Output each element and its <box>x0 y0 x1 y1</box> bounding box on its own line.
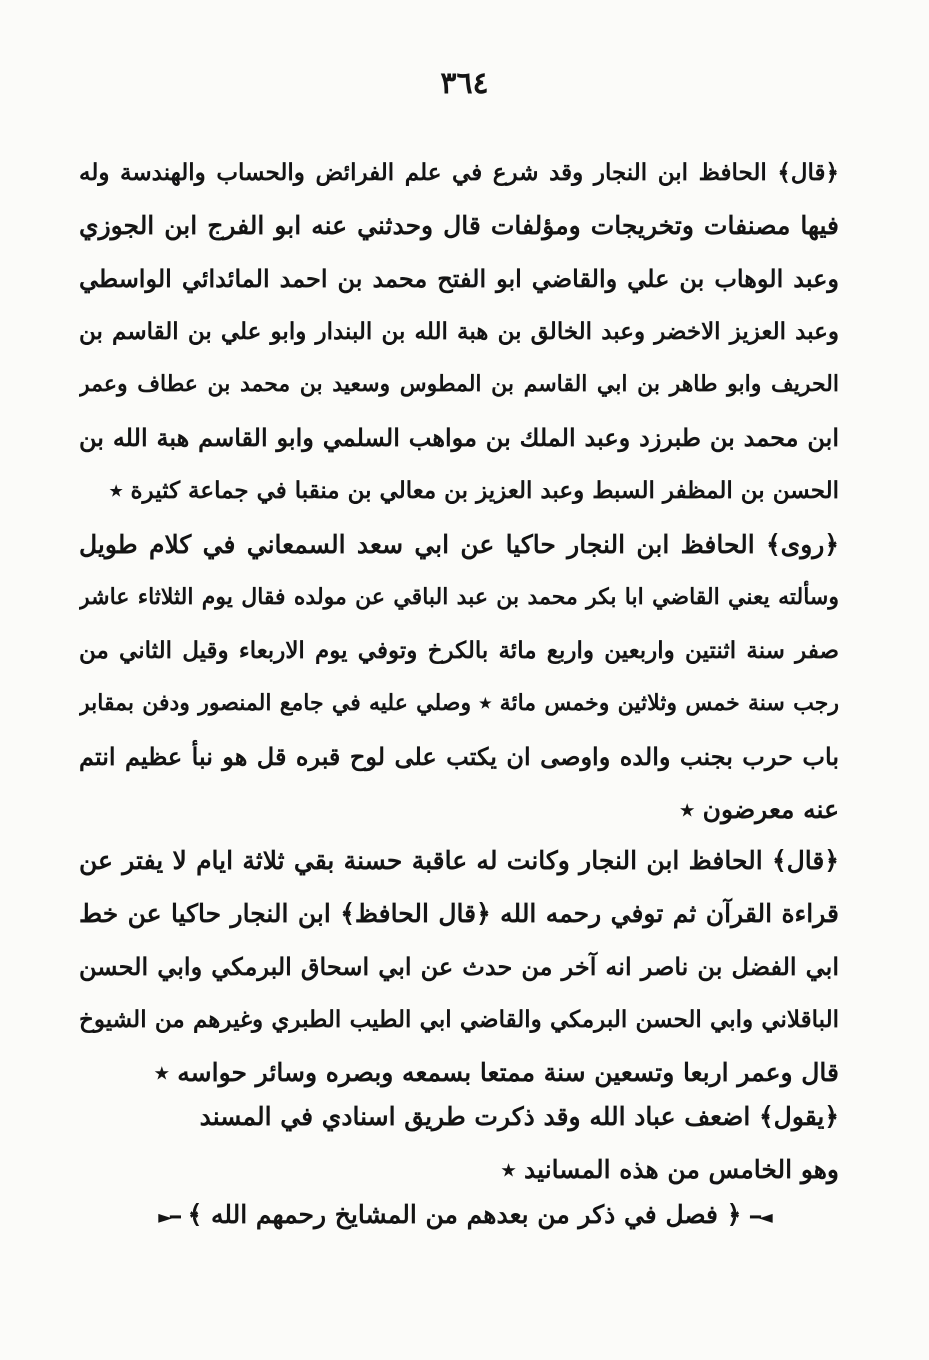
text-line: فيها مصنفات وتخريجات ومؤلفات قال وحدثني عنه ابو الفرج ابن الجوزي <box>79 211 839 240</box>
text-line: وعبد العزيز الاخضر وعبد الخالق بن هبة الله بن البندار وابو علي بن القاسم بن <box>79 318 839 345</box>
text-line: وسألته يعني القاضي ابا بكر محمد بن عبد الباقي عن مولده فقال يوم الثلاثاء عاشر <box>79 584 839 610</box>
text-line: قراءة القرآن ثم توفي رحمه الله ﴿قال الحافظ﴾ ابن النجار حاكيا عن خط <box>79 899 839 928</box>
text-line: وهو الخامس من هذه المسانيد ٭ <box>501 1155 839 1184</box>
section-heading-text: ﴿ فصل في ذكر من بعدهم من المشايخ رحمهم الله ﴾ <box>187 1200 742 1229</box>
text-line: قال وعمر اربعا وتسعين سنة ممتعا بسمعه وبصره وسائر حواسه ٭ <box>154 1058 839 1087</box>
paragraph-3 <box>79 834 839 1099</box>
text-line: ﴿روى﴾ الحافظ ابن النجار حاكيا عن ابي سعد السمعاني في كلام طويل <box>79 530 839 559</box>
section-heading <box>0 1190 929 1243</box>
text-line: عنه معرضون ٭ <box>680 795 839 824</box>
text-line: باب حرب بجنب والده واوصى ان يكتب على لوح قبره قل هو نبأ عظيم انتم <box>79 742 839 771</box>
text-line: ﴿قال﴾ الحافظ ابن النجار وكانت له عاقبة حسنة بقي ثلاثة ايام لا يفتر عن <box>79 846 839 875</box>
text-line: الباقلاني وابي الحسن البرمكي والقاضي ابي الطيب الطبري وغيرهم من الشيوخ <box>79 1006 839 1033</box>
page-number: ٣٦٤ <box>440 66 489 101</box>
text-line: الحسن بن المظفر السبط وعبد العزيز بن معالي بن منقبا في جماعة كثيرة ٭ <box>109 477 839 504</box>
text-line: الحريف وابو طاهر بن ابي القاسم بن المطوس وسعيد بن محمد بن عطاف وعمر <box>79 371 839 397</box>
paragraph-4 <box>79 1090 839 1196</box>
text-line: ﴿يقول﴾ اضعف عباد الله وقد ذكرت طريق اسنادي في المسند <box>199 1102 839 1131</box>
text-line: ابي الفضل بن ناصر انه آخر من حدث عن ابي اسحاق البرمكي وابي الحسن <box>79 952 839 981</box>
paragraph-1 <box>79 146 839 517</box>
text-line: ابن محمد بن طبرزد وعبد الملك بن مواهب السلمي وابو القاسم هبة الله بن <box>79 423 839 452</box>
paragraph-2 <box>79 518 839 836</box>
text-line: وعبد الوهاب بن علي والقاضي ابو الفتح محمد بن احمد المائدائي الواسطي <box>79 264 839 293</box>
text-line: رجب سنة خمس وثلاثين وخمس مائة ٭ وصلي عليه في جامع المنصور ودفن بمقابر <box>79 690 839 716</box>
ornament-left-icon: ━► <box>158 1207 179 1228</box>
ornament-right-icon: ◄━ <box>750 1207 771 1228</box>
text-line: صفر سنة اثنتين واربعين واربع مائة بالكرخ وتوفي يوم الاربعاء وقيل الثاني من <box>79 637 839 664</box>
text-line: ﴿قال﴾ الحافظ ابن النجار وقد شرع في علم الفرائض والحساب والهندسة وله <box>79 159 839 186</box>
